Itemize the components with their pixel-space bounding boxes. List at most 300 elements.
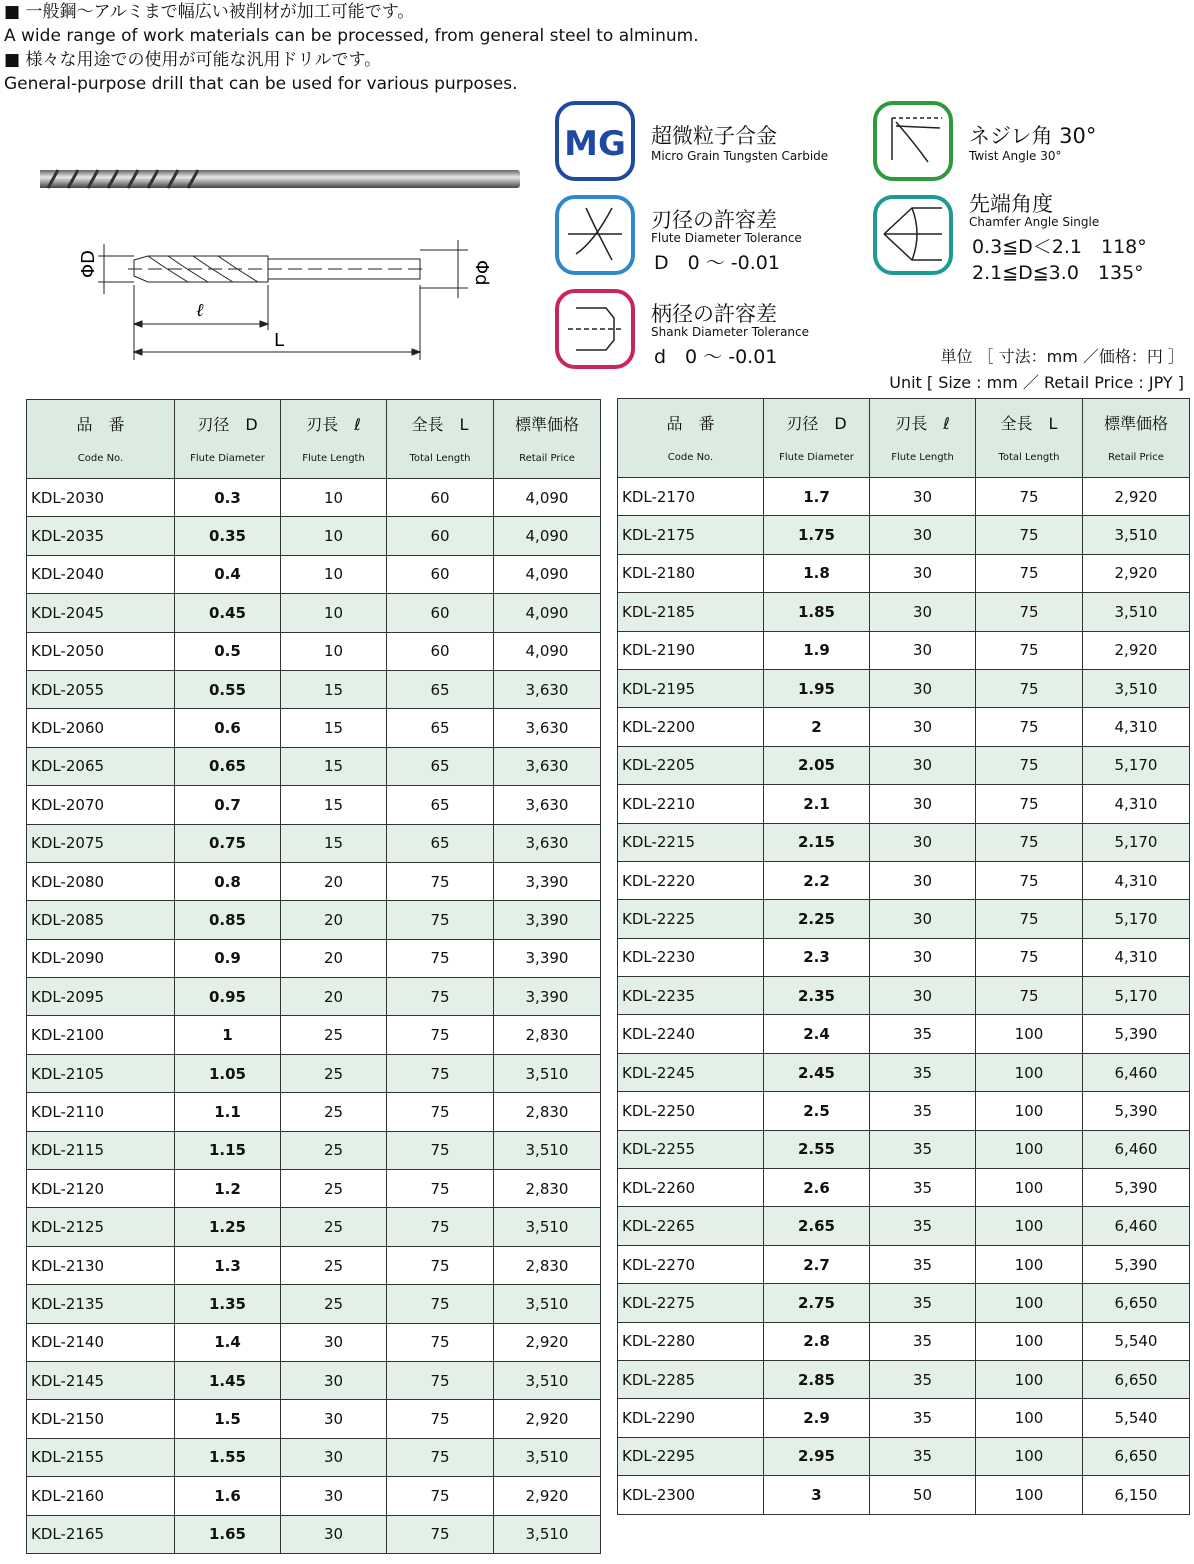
- table-row: [618, 708, 1190, 746]
- spec-table-right: [617, 398, 1190, 1515]
- total-length-label: L: [274, 330, 285, 351]
- total-length-cell: 100: [976, 1207, 1083, 1245]
- code-cell: KDL-2065: [27, 747, 175, 785]
- retail-price-cell: 2,920: [1083, 554, 1190, 592]
- flute-diameter-cell: 0.5: [175, 632, 281, 670]
- twist-title: ネジレ角 30°: [969, 124, 1097, 148]
- flute-length-cell: 25: [281, 1131, 387, 1169]
- code-cell: KDL-2145: [27, 1361, 175, 1399]
- table-row: [27, 632, 601, 670]
- total-length-cell: 75: [387, 939, 494, 977]
- flute-length-cell: 30: [870, 708, 976, 746]
- code-cell: KDL-2205: [618, 746, 764, 784]
- retail-price-cell: 5,540: [1083, 1322, 1190, 1360]
- table-row: [618, 516, 1190, 554]
- code-cell: KDL-2140: [27, 1323, 175, 1361]
- header-total-length: 全長 L Total Length: [387, 400, 494, 479]
- flute-length-cell: 25: [281, 1285, 387, 1323]
- intro-line1-en: A wide range of work materials can be processed, from general steel to alminum.: [4, 26, 699, 46]
- retail-price-cell: 5,170: [1083, 900, 1190, 938]
- table-row: [27, 594, 601, 632]
- flute-length-cell: 20: [281, 939, 387, 977]
- code-cell: KDL-2045: [27, 594, 175, 632]
- flute-length-cell: 30: [870, 631, 976, 669]
- total-length-cell: 75: [387, 1515, 494, 1553]
- flute-length-cell: 20: [281, 862, 387, 900]
- retail-price-cell: 3,510: [1083, 593, 1190, 631]
- retail-price-cell: 2,830: [494, 1170, 601, 1208]
- flute-length-cell: 20: [281, 978, 387, 1016]
- code-cell: KDL-2280: [618, 1322, 764, 1360]
- retail-price-cell: 5,170: [1083, 977, 1190, 1015]
- table-row: [27, 978, 601, 1016]
- total-length-cell: 75: [387, 1093, 494, 1131]
- total-length-cell: 100: [976, 1360, 1083, 1398]
- retail-price-cell: 3,510: [494, 1361, 601, 1399]
- flute-length-cell: 30: [281, 1323, 387, 1361]
- total-length-cell: 75: [976, 516, 1083, 554]
- flute-diameter-cell: 2.7: [764, 1245, 870, 1283]
- retail-price-cell: 3,390: [494, 862, 601, 900]
- code-cell: KDL-2225: [618, 900, 764, 938]
- flute-length-cell: 20: [281, 901, 387, 939]
- table-row: [27, 670, 601, 708]
- total-length-cell: 75: [387, 1016, 494, 1054]
- flute-diameter-cell: 1.15: [175, 1131, 281, 1169]
- code-cell: KDL-2035: [27, 517, 175, 555]
- retail-price-cell: 3,510: [494, 1438, 601, 1476]
- flute-length-cell: 30: [281, 1477, 387, 1515]
- retail-price-cell: 4,310: [1083, 861, 1190, 899]
- table-row: [27, 1400, 601, 1438]
- code-cell: KDL-2080: [27, 862, 175, 900]
- table-row: [618, 1207, 1190, 1245]
- retail-price-cell: 5,390: [1083, 1245, 1190, 1283]
- total-length-cell: 100: [976, 1322, 1083, 1360]
- table-row: [27, 479, 601, 517]
- table-row: [27, 1208, 601, 1246]
- retail-price-cell: 2,830: [494, 1093, 601, 1131]
- flute-length-cell: 35: [870, 1284, 976, 1322]
- total-length-cell: 75: [387, 1054, 494, 1092]
- total-length-cell: 75: [976, 669, 1083, 707]
- code-cell: KDL-2240: [618, 1015, 764, 1053]
- table-row: [27, 747, 601, 785]
- total-length-cell: 60: [387, 479, 494, 517]
- flute-diameter-cell: 0.65: [175, 747, 281, 785]
- chamfer-value-2: 2.1≦D≦3.0 135°: [972, 262, 1144, 284]
- total-length-cell: 75: [387, 1246, 494, 1284]
- table-row: [618, 938, 1190, 976]
- flute-length-cell: 35: [870, 1322, 976, 1360]
- table-row: [618, 1399, 1190, 1437]
- code-cell: KDL-2260: [618, 1169, 764, 1207]
- retail-price-cell: 4,090: [494, 594, 601, 632]
- total-length-cell: 65: [387, 824, 494, 862]
- flute-diameter-cell: 1.45: [175, 1361, 281, 1399]
- retail-price-cell: 4,090: [494, 479, 601, 517]
- flute-length-cell: 30: [870, 785, 976, 823]
- total-length-cell: 100: [976, 1092, 1083, 1130]
- table-row: [27, 939, 601, 977]
- intro-line1-jp: ■ 一般鋼～アルミまで幅広い被削材が加工可能です。: [4, 2, 415, 22]
- code-cell: KDL-2210: [618, 785, 764, 823]
- flute-diameter-cell: 0.7: [175, 786, 281, 824]
- flute-diameter-cell: 0.55: [175, 670, 281, 708]
- badge-flute-tolerance: [554, 194, 854, 278]
- flute-diameter-cell: 2.85: [764, 1360, 870, 1398]
- flute-diameter-cell: 0.75: [175, 824, 281, 862]
- flute-length-cell: 25: [281, 1170, 387, 1208]
- flute-diameter-cell: 1.85: [764, 593, 870, 631]
- retail-price-cell: 6,650: [1083, 1437, 1190, 1475]
- chamfer-title: 先端角度: [969, 192, 1053, 216]
- total-length-cell: 75: [387, 1131, 494, 1169]
- flute-tolerance-icon: [554, 194, 636, 276]
- flute-diameter-cell: 1.75: [764, 516, 870, 554]
- flute-diameter-cell: 1.65: [175, 1515, 281, 1553]
- total-length-cell: 100: [976, 1015, 1083, 1053]
- table-row: [618, 1015, 1190, 1053]
- code-cell: KDL-2250: [618, 1092, 764, 1130]
- flute-diameter-cell: 2.25: [764, 900, 870, 938]
- code-cell: KDL-2050: [27, 632, 175, 670]
- retail-price-cell: 3,630: [494, 709, 601, 747]
- flute-diameter-cell: 1.3: [175, 1246, 281, 1284]
- table-row: [27, 1361, 601, 1399]
- intro-line2-en: General-purpose drill that can be used for various purposes.: [4, 74, 518, 94]
- flute-diameter-cell: 3: [764, 1476, 870, 1514]
- table-row: [618, 631, 1190, 669]
- retail-price-cell: 4,090: [494, 632, 601, 670]
- retail-price-cell: 6,650: [1083, 1360, 1190, 1398]
- svg-text:MG: MG: [564, 124, 626, 164]
- flute-diameter-cell: 2.35: [764, 977, 870, 1015]
- flute-length-cell: 35: [870, 1207, 976, 1245]
- total-length-cell: 65: [387, 709, 494, 747]
- header-flute-length: 刃長 ℓ Flute Length: [281, 400, 387, 479]
- flute-length-label: ℓ: [196, 300, 204, 321]
- flute-length-cell: 35: [870, 1053, 976, 1091]
- table-row: [27, 1131, 601, 1169]
- table-row: [618, 1476, 1190, 1514]
- code-cell: KDL-2135: [27, 1285, 175, 1323]
- code-cell: KDL-2110: [27, 1093, 175, 1131]
- table-row: [618, 746, 1190, 784]
- code-cell: KDL-2190: [618, 631, 764, 669]
- header-retail-price: 標準価格 Retail Price: [1083, 399, 1190, 478]
- flute-length-cell: 30: [870, 861, 976, 899]
- shank-tolerance-title: 柄径の許容差: [651, 302, 777, 326]
- flute-length-cell: 30: [870, 977, 976, 1015]
- mg-icon: [554, 100, 636, 182]
- table-row: [27, 1246, 601, 1284]
- code-cell: KDL-2060: [27, 709, 175, 747]
- flute-diameter-cell: 2.1: [764, 785, 870, 823]
- code-cell: KDL-2090: [27, 939, 175, 977]
- flute-diameter-cell: 2.3: [764, 938, 870, 976]
- badge-twist-angle: [872, 100, 1172, 184]
- total-length-cell: 75: [387, 1285, 494, 1323]
- intro-line2-jp: ■ 様々な用途での使用が可能な汎用ドリルです。: [4, 50, 382, 70]
- retail-price-cell: 3,630: [494, 786, 601, 824]
- flute-diameter-cell: 1.8: [764, 554, 870, 592]
- total-length-cell: 65: [387, 747, 494, 785]
- flute-length-cell: 30: [870, 554, 976, 592]
- table-row: [618, 1245, 1190, 1283]
- retail-price-cell: 2,830: [494, 1246, 601, 1284]
- code-cell: KDL-2200: [618, 708, 764, 746]
- flute-diameter-cell: 0.3: [175, 479, 281, 517]
- flute-length-cell: 15: [281, 786, 387, 824]
- total-length-cell: 75: [387, 1323, 494, 1361]
- table-row: [27, 1285, 601, 1323]
- table-row: [27, 1323, 601, 1361]
- flute-diameter-cell: 2.45: [764, 1053, 870, 1091]
- flute-length-cell: 10: [281, 517, 387, 555]
- table-header-row: [618, 399, 1190, 478]
- total-length-cell: 75: [387, 1170, 494, 1208]
- flute-length-cell: 30: [870, 516, 976, 554]
- flute-length-cell: 35: [870, 1015, 976, 1053]
- table-row: [27, 555, 601, 593]
- twist-subtitle: Twist Angle 30°: [969, 149, 1062, 163]
- retail-price-cell: 3,390: [494, 978, 601, 1016]
- badge-micro-grain: [554, 100, 854, 184]
- table-row: [618, 1130, 1190, 1168]
- code-cell: KDL-2100: [27, 1016, 175, 1054]
- retail-price-cell: 2,830: [494, 1016, 601, 1054]
- flute-diameter-cell: 1.35: [175, 1285, 281, 1323]
- flute-diameter-cell: 2.75: [764, 1284, 870, 1322]
- flute-diameter-cell: 1.6: [175, 1477, 281, 1515]
- phi-d-label: Φd: [471, 260, 492, 286]
- code-cell: KDL-2055: [27, 670, 175, 708]
- code-cell: KDL-2040: [27, 555, 175, 593]
- code-cell: KDL-2270: [618, 1245, 764, 1283]
- flute-length-cell: 30: [281, 1400, 387, 1438]
- retail-price-cell: 3,510: [1083, 516, 1190, 554]
- code-cell: KDL-2255: [618, 1130, 764, 1168]
- badge-shank-tolerance: [554, 288, 854, 372]
- flute-diameter-cell: 2: [764, 708, 870, 746]
- badge-chamfer-angle: [872, 194, 1172, 284]
- flute-diameter-cell: 1: [175, 1016, 281, 1054]
- retail-price-cell: 3,510: [1083, 669, 1190, 707]
- total-length-cell: 100: [976, 1053, 1083, 1091]
- flute-diameter-cell: 1.5: [175, 1400, 281, 1438]
- code-cell: KDL-2095: [27, 978, 175, 1016]
- table-row: [618, 593, 1190, 631]
- code-cell: KDL-2105: [27, 1054, 175, 1092]
- flute-tolerance-value: D 0 ～ -0.01: [654, 252, 780, 274]
- total-length-cell: 75: [976, 746, 1083, 784]
- flute-tolerance-subtitle: Flute Diameter Tolerance: [651, 231, 802, 245]
- code-cell: KDL-2300: [618, 1476, 764, 1514]
- flute-diameter-cell: 2.8: [764, 1322, 870, 1360]
- flute-diameter-cell: 1.05: [175, 1054, 281, 1092]
- total-length-cell: 100: [976, 1284, 1083, 1322]
- flute-length-cell: 25: [281, 1093, 387, 1131]
- shank-tolerance-value: d 0 ～ -0.01: [654, 346, 778, 368]
- shank-tolerance-icon: [554, 288, 636, 370]
- flute-diameter-cell: 2.15: [764, 823, 870, 861]
- flute-diameter-cell: 2.6: [764, 1169, 870, 1207]
- total-length-cell: 75: [976, 938, 1083, 976]
- flute-diameter-cell: 0.45: [175, 594, 281, 632]
- total-length-cell: 100: [976, 1399, 1083, 1437]
- flute-diameter-cell: 0.9: [175, 939, 281, 977]
- total-length-cell: 75: [387, 978, 494, 1016]
- retail-price-cell: 4,310: [1083, 938, 1190, 976]
- code-cell: KDL-2290: [618, 1399, 764, 1437]
- retail-price-cell: 2,920: [494, 1323, 601, 1361]
- total-length-cell: 65: [387, 670, 494, 708]
- table-header-row: [27, 400, 601, 479]
- retail-price-cell: 6,650: [1083, 1284, 1190, 1322]
- retail-price-cell: 2,920: [1083, 631, 1190, 669]
- code-cell: KDL-2075: [27, 824, 175, 862]
- flute-length-cell: 30: [870, 669, 976, 707]
- table-row: [618, 1437, 1190, 1475]
- retail-price-cell: 3,630: [494, 670, 601, 708]
- flute-length-cell: 10: [281, 479, 387, 517]
- mg-subtitle: Micro Grain Tungsten Carbide: [651, 149, 829, 163]
- code-cell: KDL-2115: [27, 1131, 175, 1169]
- code-cell: KDL-2085: [27, 901, 175, 939]
- code-cell: KDL-2130: [27, 1246, 175, 1284]
- flute-diameter-cell: 0.95: [175, 978, 281, 1016]
- flute-diameter-cell: 0.8: [175, 862, 281, 900]
- header-flute-diameter: 刃径 D Flute Diameter: [764, 399, 870, 478]
- code-cell: KDL-2160: [27, 1477, 175, 1515]
- flute-length-cell: 25: [281, 1246, 387, 1284]
- table-row: [27, 901, 601, 939]
- code-cell: KDL-2285: [618, 1360, 764, 1398]
- table-row: [27, 1093, 601, 1131]
- spec-table-left: [26, 399, 601, 1554]
- code-cell: KDL-2175: [618, 516, 764, 554]
- total-length-cell: 60: [387, 632, 494, 670]
- flute-length-cell: 30: [281, 1515, 387, 1553]
- code-cell: KDL-2295: [618, 1437, 764, 1475]
- retail-price-cell: 6,460: [1083, 1130, 1190, 1168]
- flute-length-cell: 30: [870, 823, 976, 861]
- flute-diameter-cell: 2.9: [764, 1399, 870, 1437]
- retail-price-cell: 3,510: [494, 1515, 601, 1553]
- retail-price-cell: 6,150: [1083, 1476, 1190, 1514]
- total-length-cell: 75: [387, 1361, 494, 1399]
- header-flute-diameter: 刃径 D Flute Diameter: [175, 400, 281, 479]
- flute-length-cell: 25: [281, 1054, 387, 1092]
- twist-angle-icon: [872, 100, 954, 182]
- table-row: [618, 1322, 1190, 1360]
- table-row: [618, 554, 1190, 592]
- code-cell: KDL-2245: [618, 1053, 764, 1091]
- retail-price-cell: 3,510: [494, 1208, 601, 1246]
- retail-price-cell: 5,390: [1083, 1092, 1190, 1130]
- total-length-cell: 75: [387, 1400, 494, 1438]
- drill-photo: [40, 170, 520, 188]
- table-row: [27, 786, 601, 824]
- code-cell: KDL-2125: [27, 1208, 175, 1246]
- table-row: [27, 1438, 601, 1476]
- code-cell: KDL-2215: [618, 823, 764, 861]
- flute-length-cell: 30: [870, 593, 976, 631]
- total-length-cell: 75: [976, 861, 1083, 899]
- table-row: [618, 1360, 1190, 1398]
- retail-price-cell: 4,090: [494, 517, 601, 555]
- flute-length-cell: 30: [870, 746, 976, 784]
- flute-length-cell: 15: [281, 747, 387, 785]
- retail-price-cell: 5,170: [1083, 823, 1190, 861]
- flute-diameter-cell: 1.95: [764, 669, 870, 707]
- total-length-cell: 60: [387, 517, 494, 555]
- retail-price-cell: 2,920: [1083, 478, 1190, 516]
- intro-text: [4, 0, 699, 96]
- table-row: [27, 1170, 601, 1208]
- table-row: [618, 478, 1190, 516]
- code-cell: KDL-2180: [618, 554, 764, 592]
- table-row: [27, 1016, 601, 1054]
- table-row: [618, 900, 1190, 938]
- flute-diameter-cell: 0.4: [175, 555, 281, 593]
- table-row: [27, 824, 601, 862]
- code-cell: KDL-2165: [27, 1515, 175, 1553]
- retail-price-cell: 6,460: [1083, 1207, 1190, 1245]
- code-cell: KDL-2150: [27, 1400, 175, 1438]
- table-row: [618, 1284, 1190, 1322]
- retail-price-cell: 5,390: [1083, 1015, 1190, 1053]
- total-length-cell: 75: [976, 708, 1083, 746]
- flute-diameter-cell: 1.7: [764, 478, 870, 516]
- table-row: [618, 1092, 1190, 1130]
- total-length-cell: 75: [976, 593, 1083, 631]
- retail-price-cell: 4,090: [494, 555, 601, 593]
- retail-price-cell: 5,170: [1083, 746, 1190, 784]
- total-length-cell: 75: [387, 1477, 494, 1515]
- total-length-cell: 75: [387, 1208, 494, 1246]
- total-length-cell: 75: [976, 785, 1083, 823]
- shank-tolerance-subtitle: Shank Diameter Tolerance: [651, 325, 810, 339]
- retail-price-cell: 4,310: [1083, 708, 1190, 746]
- flute-length-cell: 35: [870, 1245, 976, 1283]
- flute-diameter-cell: 1.25: [175, 1208, 281, 1246]
- flute-length-cell: 30: [870, 900, 976, 938]
- total-length-cell: 75: [976, 900, 1083, 938]
- total-length-cell: 75: [976, 631, 1083, 669]
- retail-price-cell: 3,630: [494, 824, 601, 862]
- retail-price-cell: 3,390: [494, 901, 601, 939]
- unit-note-en: Unit [ Size : mm ／ Retail Price : JPY ]: [889, 373, 1184, 392]
- flute-length-cell: 10: [281, 555, 387, 593]
- retail-price-cell: 6,460: [1083, 1053, 1190, 1091]
- table-row: [618, 823, 1190, 861]
- flute-length-cell: 35: [870, 1399, 976, 1437]
- flute-diameter-cell: 1.4: [175, 1323, 281, 1361]
- flute-diameter-cell: 2.5: [764, 1092, 870, 1130]
- header-total-length: 全長 L Total Length: [976, 399, 1083, 478]
- mg-title: 超微粒子合金: [651, 124, 777, 148]
- flute-length-cell: 25: [281, 1016, 387, 1054]
- table-row: [618, 977, 1190, 1015]
- header-code: 品 番 Code No.: [618, 399, 764, 478]
- chamfer-angle-icon: [872, 194, 954, 276]
- code-cell: KDL-2275: [618, 1284, 764, 1322]
- flute-length-cell: 10: [281, 632, 387, 670]
- retail-price-cell: 3,390: [494, 939, 601, 977]
- flute-length-cell: 25: [281, 1208, 387, 1246]
